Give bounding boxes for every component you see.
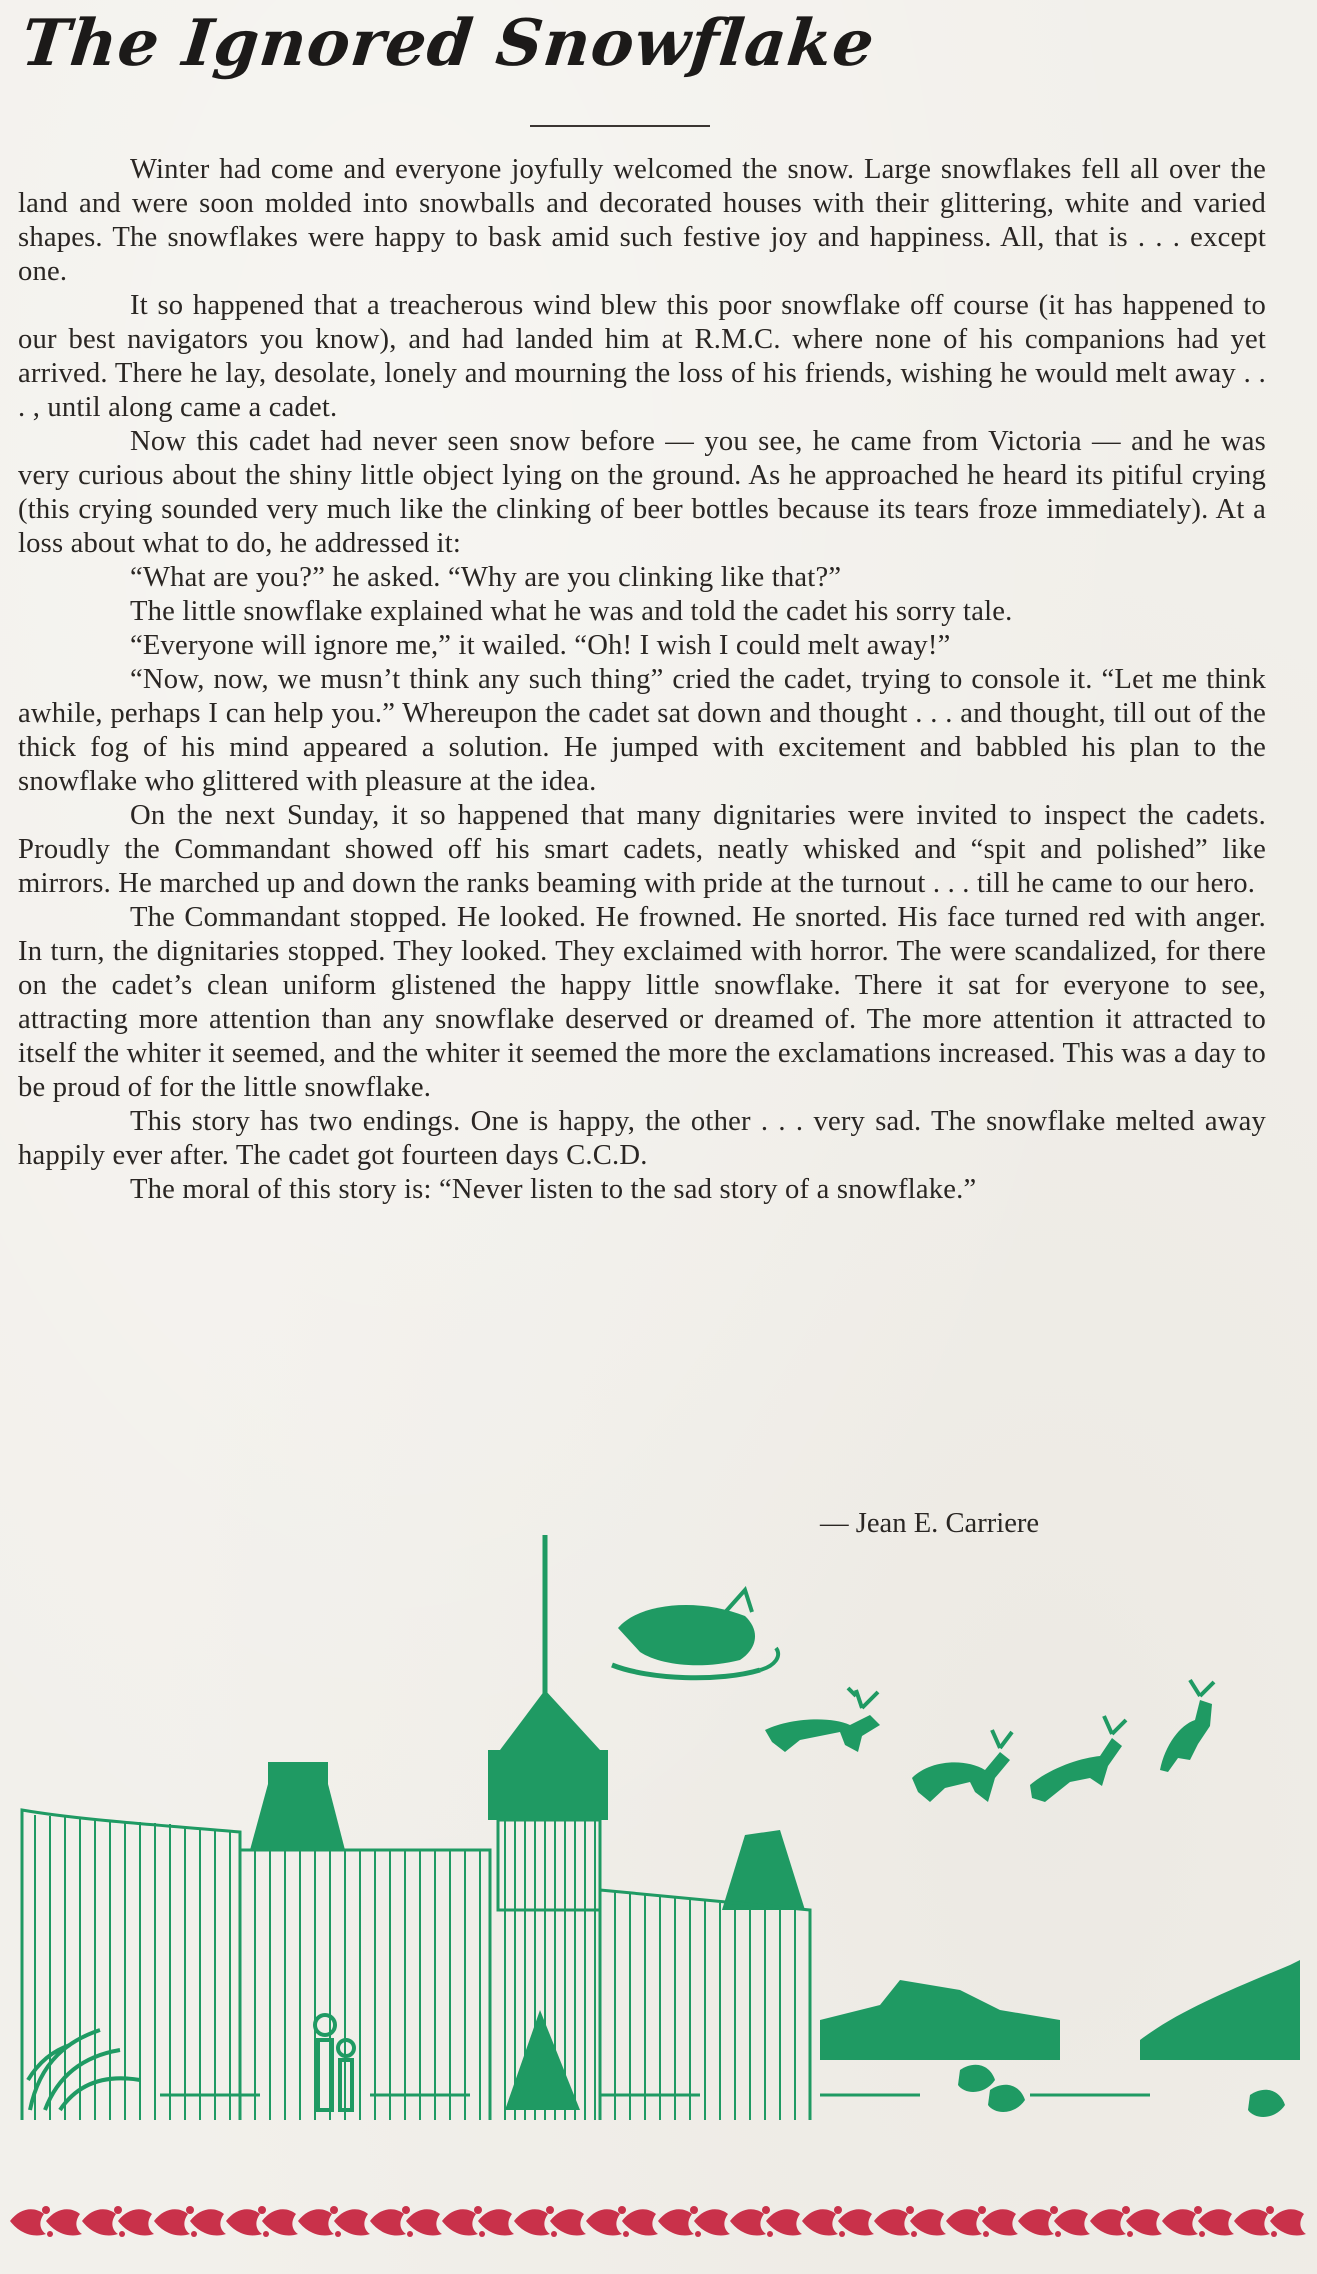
bush-icon [28,2030,140,2110]
author-byline: — Jean E. Carriere [820,1508,1040,1539]
story-paragraph: “Now, now, we musn’t think any such thing” cried the cadet, trying to console it. “Let me think awhile, perhaps I can help you.” Whereupon the cadet sat down and thought . . . and thought, till out of the thick fog of his mind appeared a solution. He jumped with excitement and babbled his plan to the snowflake who glittered with pleasure at the idea. [18,664,1266,797]
santa-sleigh-icon [612,1590,778,1678]
candles-icon [315,2015,354,2110]
story-moral: The moral of this story is: “Never listen to the sad story of a snowflake.” [130,1174,977,1205]
holly-icon [958,2065,1285,2117]
story-paragraph: Winter had come and everyone joyfully welcomed the snow. Large snowflakes fell all over the land and were soon molded into snowballs and decorated houses with their glittering, white and varied shapes. The snowflakes were happy to bask amid such festive joy and happiness. All, that is . . . except one. [18,154,1266,287]
page-title: The Ignored Snowflake [18,6,879,81]
story-paragraph: It so happened that a treacherous wind blew this poor snowflake off course (it has happened to our best navigators you know), and had landed him at R.M.C. where none of his companions had yet arrived. There he lay, desolate, lonely and mourning the loss of his friends, wishing he would melt away . . . , until along came a cadet. [18,290,1266,423]
reindeer-icon [1160,1680,1214,1772]
distant-buildings [820,1960,1300,2060]
holly-pattern [10,2206,1306,2237]
left-tower [250,1762,345,1850]
story-paragraph: This story has two endings. One is happy, the other . . . very sad. The snowflake melted away happily ever after. The cadet got fourteen days C.C.D. [18,1106,1266,1171]
reindeer-icon [765,1688,880,1752]
story-body [18,153,1266,1207]
story-paragraph: On the next Sunday, it so happened that many dignitaries were invited to inspect the cadets. Proudly the Commandant showed off his smart cadets, neatly whisked and “spit and polished” like mirrors. He marched up and down the ranks beaming with pride at the turnout . . . till he came to our hero. [18,800,1266,899]
story-paragraph: The little snowflake explained what he was and told the cadet his sorry tale. [130,596,1013,627]
reindeer-icon [1030,1716,1126,1802]
christmas-tree-icon [505,2010,580,2110]
story-paragraph: “Everyone will ignore me,” it wailed. “Oh! I wish I could melt away!” [130,630,951,661]
title-divider [530,125,710,127]
story-paragraph: The Commandant stopped. He looked. He frowned. He snorted. His face turned red with anger. In turn, the dignitaries stopped. They looked. They exclaimed with horror. The were scandalized, for there on the cadet’s clean uniform glistened the happy little snowflake. There it sat for everyone to see, attracting more attention than any snowflake deserved or dreamed of. The more attention it attracted to itself the whiter it seemed, and the whiter it seemed the more the exclamations increased. This was a day to be proud of for the little snowflake. [18,902,1266,1103]
story-paragraph: Now this cadet had never seen snow before — you see, he came from Victoria — and he was very curious about the shiny little object lying on the ground. As he approached he heard its pitiful crying (this crying sounded very much like the clinking of beer bottles because its tears froze immediately). At a loss about what to do, he addressed it: [18,426,1266,559]
christmas-fort-illustration [0,1520,1317,2120]
reindeer-icon [912,1730,1012,1802]
right-tower [722,1830,805,1910]
story-paragraph: “What are you?” he asked. “Why are you clinking like that?” [130,562,842,593]
holly-border [10,2196,1310,2246]
